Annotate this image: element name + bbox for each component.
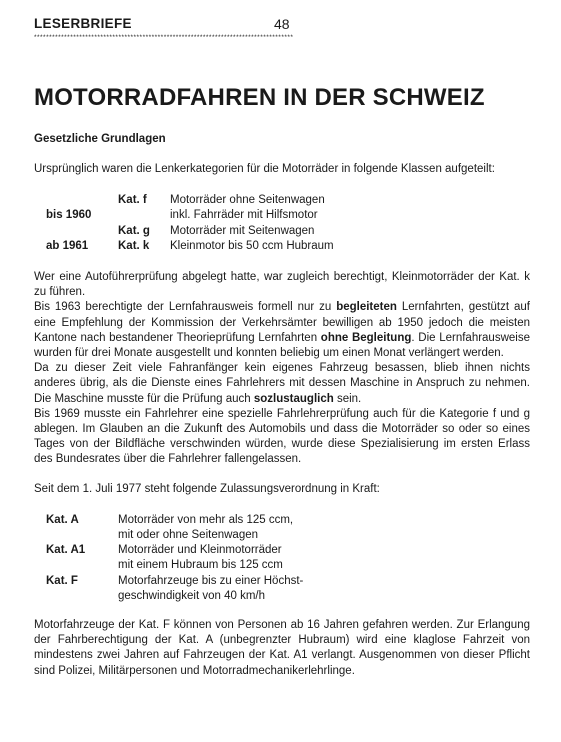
description-cell: geschwindigkeit von 40 km/h [118, 589, 266, 602]
subheading: Gesetzliche Grundlagen [34, 133, 166, 145]
header-rule: ************************************************************************************** [34, 34, 294, 41]
category-cell: Kat. F [46, 574, 78, 587]
old-categories-table [34, 193, 530, 254]
period-cell: ab 1961 [46, 239, 89, 252]
text-run: Bis 1963 berechtigte der Lernfahrausweis formell nur zu [34, 301, 337, 314]
emphasis-text: begleiteten [336, 301, 397, 314]
description-cell: inkl. Fahrräder mit Hilfsmotor [170, 209, 318, 222]
category-cell: Kat. A [46, 513, 79, 526]
article-title: MOTORRADFAHREN IN DER SCHWEIZ [34, 84, 485, 111]
new-categories-table [34, 513, 530, 604]
period-cell: bis 1960 [46, 209, 92, 222]
text-run: sein. [333, 392, 362, 405]
section-title: LESERBRIEFE [34, 16, 132, 31]
description-cell: mit oder ohne Seitenwagen [118, 528, 259, 541]
table-row [34, 528, 530, 543]
description-cell: Motorfahrzeuge bis zu einer Höchst- [118, 574, 304, 587]
table-row [34, 239, 530, 254]
category-cell: Kat. k [118, 239, 150, 252]
page-number: 48 [274, 16, 290, 32]
text-run: Wer eine Autoführerprüfung abgelegt hatte, war zugleich berechtigt, Kleinmotorräder der Kat. k zu führen. [34, 270, 530, 299]
intro-paragraph: Ursprünglich waren die Lenkerkategorien für die Motorräder in folgende Klassen aufgeteilt: [34, 163, 495, 175]
table-row [34, 513, 530, 528]
table-row [34, 558, 530, 573]
category-cell: Kat. g [118, 224, 150, 237]
text-run: Da zu dieser Zeit viele Fahranfänger kein eigenes Fahrzeug besassen, blieb ihnen nichts anderes übrig, als die Dienste eines Fahrlehrers mit dessen Maschine in Anspruch zu nehmen. Die Maschine musste für die Prüfung auch [34, 362, 530, 405]
category-cell: Kat. A1 [46, 544, 86, 557]
description-cell: Motorräder von mehr als 125 ccm, [118, 513, 294, 526]
description-cell: Motorräder und Kleinmotorräder [118, 544, 282, 557]
body-paragraph [34, 270, 530, 468]
text-run: . Die Lernfahrausweise wurden für drei Monate ausgestellt und konnten beliebig um einen Monat verlängert werden. [34, 331, 530, 359]
description-cell: Kleinmotor bis 50 ccm Hubraum [170, 239, 334, 252]
text-run: Bis 1969 musste ein Fahrlehrer eine spezielle Fahrlehrerprüfung auch für die Kategorie f und g ablegen. Im Glauben an die Zukunft des Automobils und dass die Motorräder so oder so eines Tages von der Bildfläche verschwinden würden, wurde diese Spezialisierung im ersten Erlass des Bundesrates über die Fahrlehrer fallengelassen. [34, 407, 530, 466]
table-row [34, 224, 530, 239]
body-paragraph: Motorfahrzeuge der Kat. F können von Personen ab 16 Jahren gefahren werden. Zur Erlangung der Fahrberechtigung der Kat. A (unbegrenzter Hubraum) wird eine klaglose Fahrzeit von mindestens zwei Jahren auf Fahrzeugen der Kat. A1 verlangt. Ausgenommen von dieser Pflicht sind Polizei, Militärpersonen und Motorradmechanikerlehrlinge. [34, 618, 530, 677]
description-cell: Motorräder mit Seitenwagen [170, 224, 315, 237]
table-row [34, 193, 530, 208]
table-row [34, 208, 530, 223]
description-cell: Motorräder ohne Seitenwagen [170, 194, 325, 207]
body-paragraph: Seit dem 1. Juli 1977 steht folgende Zulassungsverordnung in Kraft: [34, 482, 380, 495]
table-row [34, 574, 530, 589]
table-row [34, 589, 530, 604]
emphasis-text: sozlustauglich [253, 392, 334, 405]
emphasis-text: ohne Begleitung [320, 331, 412, 344]
table-row [34, 543, 530, 558]
page-header [34, 14, 530, 34]
document-page [34, 14, 530, 679]
description-cell: mit einem Hubraum bis 125 ccm [118, 559, 283, 572]
category-cell: Kat. f [118, 194, 147, 207]
text-run: Lernfahrten, gestützt auf eine Empfehlung der Kommission der Verkehrsämter bewilligen ab 1950 jedoch die meisten Kantone nach bestandener Theorieprüfung Lernfahrten [34, 301, 530, 344]
